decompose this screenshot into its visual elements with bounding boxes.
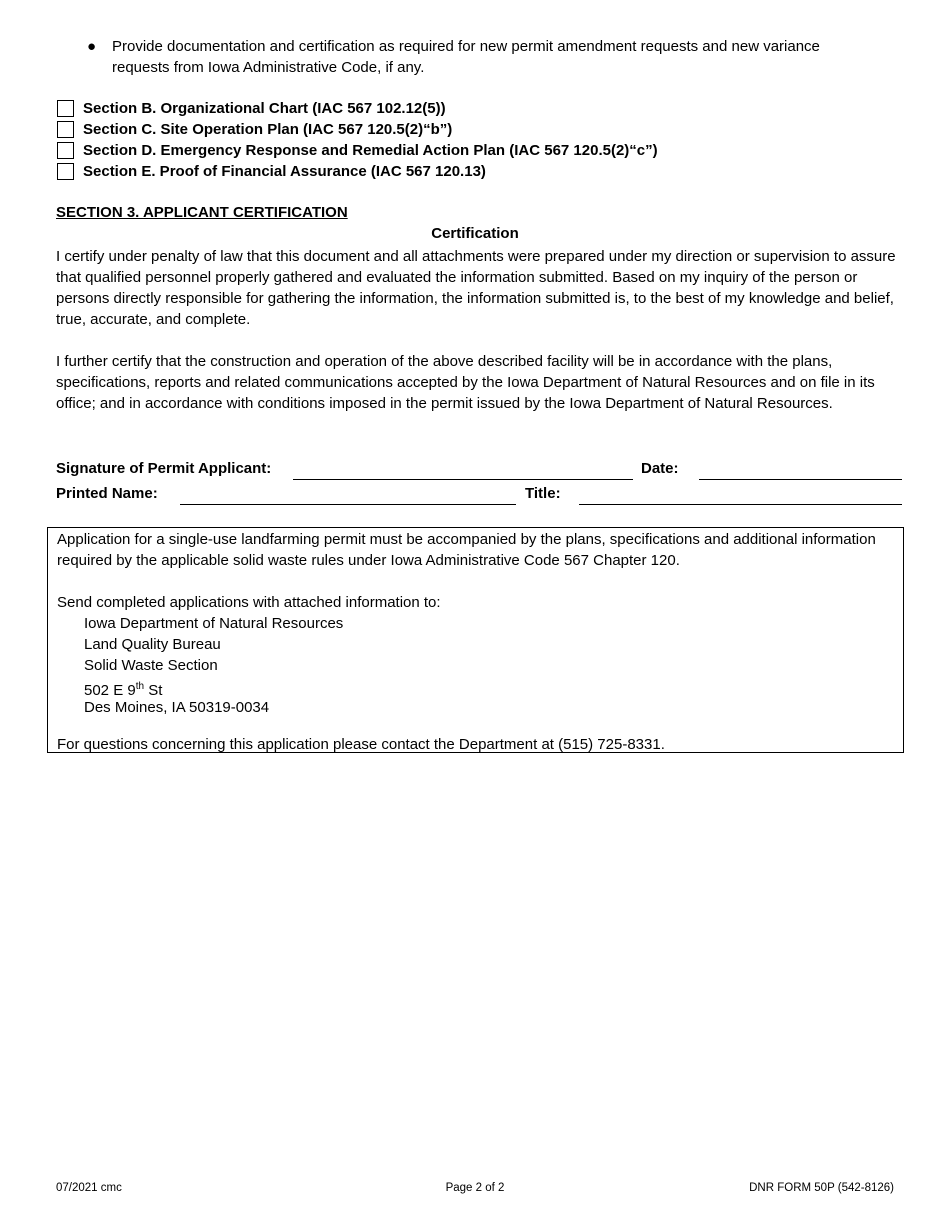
checklist-item bbox=[57, 98, 658, 119]
date-field[interactable] bbox=[699, 479, 902, 480]
checkbox-section-d[interactable] bbox=[57, 142, 74, 159]
checklist-label: Section C. Site Operation Plan (IAC 567 120.5(2)“b”) bbox=[83, 121, 453, 138]
bullet-icon: ● bbox=[87, 38, 97, 55]
street-ordinal: th bbox=[135, 681, 145, 692]
checkbox-section-c[interactable] bbox=[57, 121, 74, 138]
checklist-label: Section E. Proof of Financial Assurance (IAC 567 120.13) bbox=[83, 163, 486, 180]
checklist-item bbox=[57, 119, 658, 140]
checklist-item bbox=[57, 161, 658, 182]
section-checklist bbox=[57, 98, 658, 182]
footer-date: 07/2021 cmc bbox=[56, 1182, 122, 1194]
printed-name-label: Printed Name: bbox=[56, 485, 158, 502]
checkbox-section-e[interactable] bbox=[57, 163, 74, 180]
address-city: Des Moines, IA 50319-0034 bbox=[84, 699, 270, 716]
street-suffix: St bbox=[144, 682, 163, 699]
street-number: 502 E 9 bbox=[84, 682, 136, 699]
address-line: Land Quality Bureau bbox=[84, 636, 221, 653]
bullet-item bbox=[80, 36, 880, 78]
date-label: Date: bbox=[641, 460, 679, 477]
address-line: Solid Waste Section bbox=[84, 657, 218, 674]
signature-field[interactable] bbox=[293, 479, 633, 480]
contact-text: For questions concerning this application please contact the Department at (515) 725-8331. bbox=[57, 736, 665, 753]
checklist-label: Section B. Organizational Chart (IAC 567 102.12(5)) bbox=[83, 100, 446, 117]
certification-paragraph-1: I certify under penalty of law that this document and all attachments were prepared under my direction or supervision to assure that qualified personnel properly gathered and evaluated the information submitted. Based on my inquiry of the person or persons directly responsible for gathering the information, the information submitted is, to the best of my knowledge and belief, true, accurate, and complete. bbox=[56, 248, 896, 328]
send-to-text: Send completed applications with attached information to: bbox=[57, 594, 441, 611]
section-heading: SECTION 3. APPLICANT CERTIFICATION bbox=[56, 204, 348, 221]
printed-name-field[interactable] bbox=[180, 504, 516, 505]
checklist-item bbox=[57, 140, 658, 161]
certification-paragraph-2: I further certify that the construction and operation of the above described facility will be in accordance with the plans, specifications, reports and related communications accepted by the Iowa Department of Natural Resources and on file in its office; and in accordance with conditions imposed in the permit issued by the Iowa Department of Natural Resources. bbox=[56, 353, 875, 412]
checklist-label: Section D. Emergency Response and Remedial Action Plan (IAC 567 120.5(2)“c”) bbox=[83, 142, 658, 159]
footer-form-number: DNR FORM 50P (542-8126) bbox=[749, 1182, 894, 1194]
title-label: Title: bbox=[525, 485, 561, 502]
submission-info-box bbox=[47, 527, 904, 753]
bullet-text: Provide documentation and certification as required for new permit amendment requests and new variance requests from Iowa Administrative Code, if any. bbox=[112, 38, 820, 76]
checkbox-section-b[interactable] bbox=[57, 100, 74, 117]
address-line: Iowa Department of Natural Resources bbox=[84, 615, 344, 632]
info-paragraph: Application for a single-use landfarming permit must be accompanied by the plans, specifications and additional information required by the applicable solid waste rules under Iowa Administrative Code 567 Chapter 120. bbox=[57, 531, 876, 569]
footer-page-number: Page 2 of 2 bbox=[445, 1182, 505, 1194]
certification-title: Certification bbox=[431, 225, 519, 242]
title-field[interactable] bbox=[579, 504, 902, 505]
signature-label: Signature of Permit Applicant: bbox=[56, 460, 272, 477]
